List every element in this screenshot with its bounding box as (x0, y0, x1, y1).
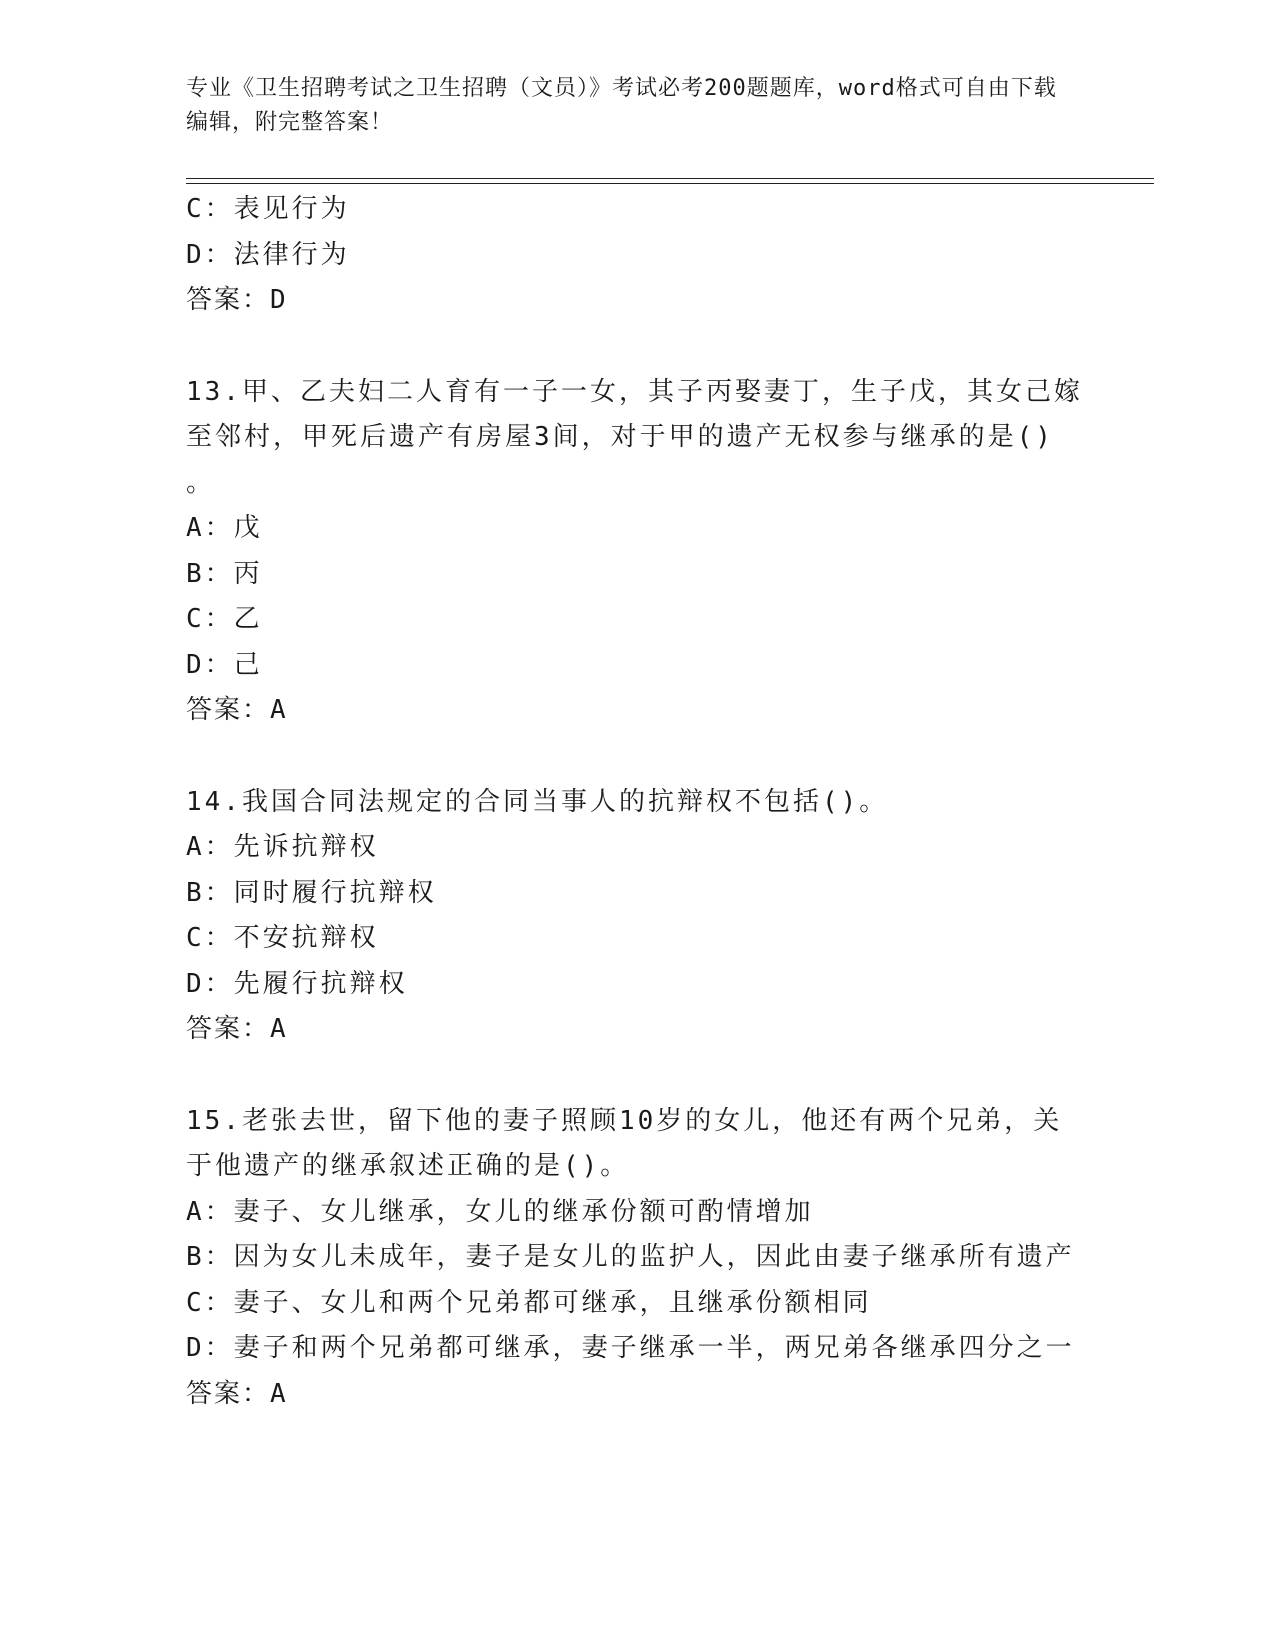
question-15 (186, 1099, 1086, 1418)
answer-line: 答案：D (186, 285, 288, 315)
question-stem: 15.老张去世，留下他的妻子照顾10岁的女儿，他还有两个兄弟，关 于他遗产的继承叙述正确的是()。 (186, 1105, 1063, 1181)
spacer (186, 1053, 1086, 1099)
question-continuation (186, 187, 1086, 324)
question-stem: 14.我国合同法规定的合同当事人的抗辩权不包括()。 (186, 786, 889, 817)
spacer (186, 734, 1086, 780)
question-14 (186, 780, 1086, 1053)
option-c: C：表见行为 (186, 194, 350, 224)
document-body (186, 187, 1086, 1417)
answer-line: 答案：A (186, 695, 288, 725)
option-a: A：戊 (186, 513, 263, 543)
option-d: D：己 (186, 649, 263, 680)
document-header: 专业《卫生招聘考试之卫生招聘（文员）》考试必考200题题库，word格式可自由下载编辑，附完整答案！ (186, 76, 1057, 135)
option-d: D：法律行为 (186, 239, 350, 270)
option-b: B：因为女儿未成年，妻子是女儿的监护人，因此由妻子继承所有遗产 (186, 1242, 1075, 1272)
option-d: D：妻子和两个兄弟都可继承，妻子继承一半，两兄弟各继承四分之一 (186, 1333, 1075, 1363)
option-c: C：妻子、女儿和两个兄弟都可继承，且继承份额相同 (186, 1287, 872, 1318)
option-c: C：不安抗辩权 (186, 923, 379, 953)
option-c: C：乙 (186, 604, 263, 634)
option-d: D：先履行抗辩权 (186, 968, 408, 999)
question-13 (186, 370, 1086, 734)
option-b: B：丙 (186, 558, 263, 589)
option-b: B：同时履行抗辩权 (186, 877, 437, 908)
option-a: A：妻子、女儿继承，女儿的继承份额可酌情增加 (186, 1196, 814, 1227)
question-stem: 13.甲、乙夫妇二人育有一子一女，其子丙娶妻丁，生子戊，其女己嫁 至邻村，甲死后遗产有房屋3间，对于甲的遗产无权参与继承的是() 。 (186, 376, 1083, 498)
header-rule-bottom (186, 183, 1154, 184)
header-rule-top (186, 178, 1154, 179)
answer-line: 答案：A (186, 1014, 288, 1044)
option-a: A：先诉抗辩权 (186, 832, 379, 862)
answer-line: 答案：A (186, 1378, 288, 1409)
spacer (186, 324, 1086, 370)
